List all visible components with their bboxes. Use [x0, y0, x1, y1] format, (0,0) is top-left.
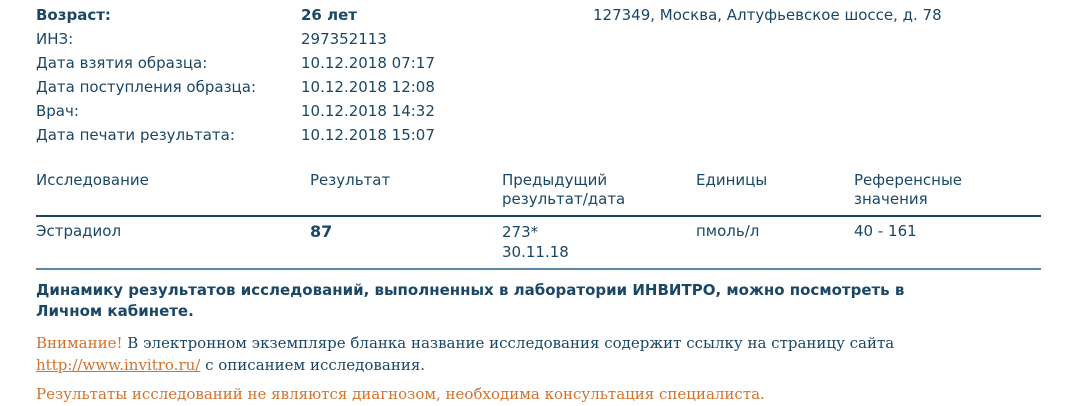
table-row — [36, 217, 1041, 269]
patient-info-block — [0, 4, 1071, 150]
notes-block — [0, 270, 1071, 403]
info-label-sample-taken: Дата взятия образца: — [36, 54, 208, 72]
results-table — [0, 171, 1071, 270]
cell-reference: 40 - 161 — [854, 221, 917, 240]
cell-previous-date: 30.11.18 — [502, 242, 569, 261]
column-header-previous-line1: Предыдущий — [502, 171, 608, 189]
info-value-sample-received: 10.12.2018 12:08 — [301, 78, 435, 96]
cell-test-name[interactable]: Эстрадиол — [36, 221, 122, 240]
info-value-doctor: 10.12.2018 14:32 — [301, 102, 435, 120]
dynamics-note — [36, 280, 1036, 321]
lab-address: 127349, Москва, Алтуфьевское шоссе, д. 78 — [593, 6, 942, 24]
info-label-doctor: Врач: — [36, 102, 79, 120]
info-row-doctor — [36, 102, 1071, 126]
column-header-previous — [502, 171, 696, 209]
info-value-age: 26 лет — [301, 6, 357, 24]
cell-result: 87 — [310, 221, 333, 241]
info-label-inz: ИНЗ: — [36, 30, 74, 48]
attention-label: Внимание! — [36, 334, 123, 353]
info-value-print-date: 10.12.2018 15:07 — [301, 126, 435, 144]
info-row-sample-received — [36, 78, 1071, 102]
cell-previous — [502, 222, 696, 263]
info-row-sample-taken — [36, 54, 1071, 78]
info-row-inz — [36, 30, 1071, 54]
info-label-print-date: Дата печати результата: — [36, 126, 235, 144]
column-header-reference — [854, 171, 1041, 209]
attention-note — [36, 333, 1041, 377]
column-header-result: Результат — [310, 171, 391, 189]
column-header-units: Единицы — [696, 171, 768, 189]
info-row-print-date — [36, 126, 1071, 150]
disclaimer-note: Результаты исследований не являются диагнозом, необходима консультация специалиста. — [36, 384, 765, 403]
attention-tail: с описанием исследования. — [200, 356, 426, 375]
cell-units: пмоль/л — [696, 221, 760, 240]
cell-previous-value: 273* — [502, 222, 539, 241]
column-header-previous-line2: результат/дата — [502, 189, 626, 208]
column-header-reference-line2: значения — [854, 189, 928, 208]
info-value-inz: 297352113 — [301, 30, 387, 48]
info-value-sample-taken: 10.12.2018 07:17 — [301, 54, 435, 72]
dynamics-note-line1: Динамику результатов исследований, выполненных в лаборатории ИНВИТРО, можно посмотреть в — [36, 281, 905, 299]
info-label-age: Возраст: — [36, 6, 111, 24]
dynamics-note-line2: Личном кабинете. — [36, 301, 194, 320]
invitro-link[interactable]: http://www.invitro.ru/ — [36, 356, 201, 375]
column-header-test: Исследование — [36, 171, 149, 189]
column-header-reference-line1: Референсные — [854, 171, 963, 189]
info-label-sample-received: Дата поступления образца: — [36, 78, 256, 96]
attention-text: В электронном экземпляре бланка название исследования содержит ссылку на страницу сайта — [122, 334, 895, 353]
table-header-row — [36, 171, 1041, 215]
